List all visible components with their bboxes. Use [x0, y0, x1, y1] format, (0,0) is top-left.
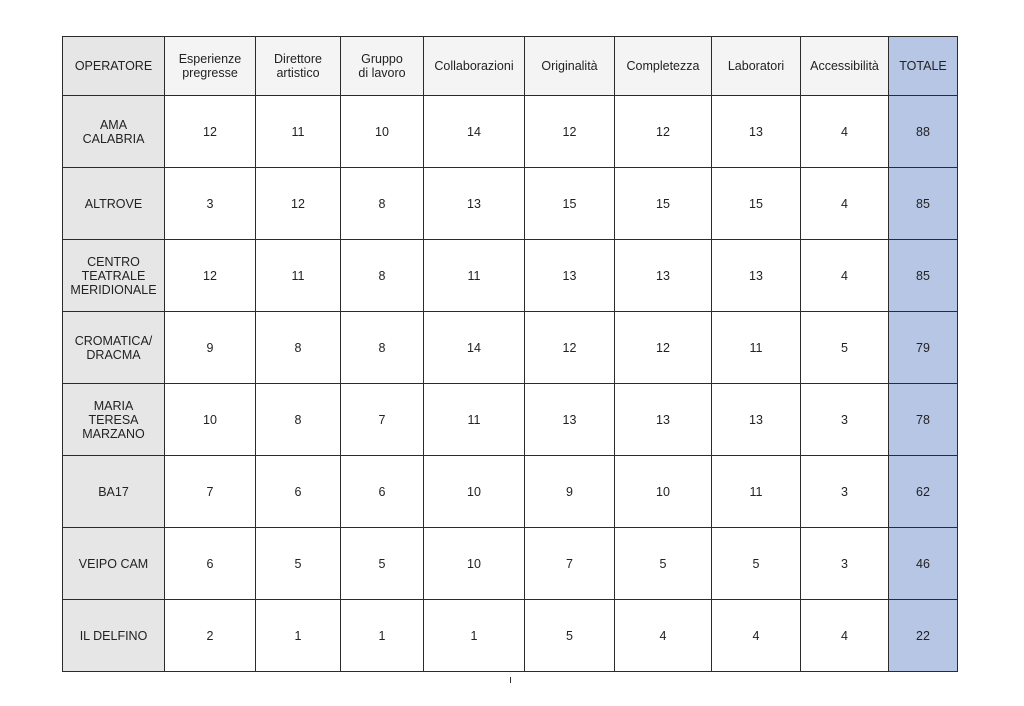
score-cell: 9: [525, 456, 615, 528]
table-row: [63, 456, 958, 528]
table-row: [63, 240, 958, 312]
operator-name: CENTRO TEATRALE MERIDIONALE: [63, 240, 165, 312]
score-cell: 7: [341, 384, 424, 456]
score-cell: 13: [712, 96, 801, 168]
score-cell: 13: [525, 384, 615, 456]
score-cell: 8: [256, 384, 341, 456]
operator-name: AMA CALABRIA: [63, 96, 165, 168]
operator-name: IL DELFINO: [63, 600, 165, 672]
total-cell: 22: [889, 600, 958, 672]
header-totale: TOTALE: [889, 37, 958, 96]
header-completezza: Completezza: [615, 37, 712, 96]
header-laboratori: Laboratori: [712, 37, 801, 96]
header-esperienze-pregresse: Esperienze pregresse: [165, 37, 256, 96]
header-row: [63, 37, 958, 96]
header-originalita: Originalità: [525, 37, 615, 96]
score-cell: 1: [341, 600, 424, 672]
score-cell: 6: [341, 456, 424, 528]
text-cursor-mark: [510, 677, 511, 683]
score-cell: 12: [615, 96, 712, 168]
score-cell: 5: [801, 312, 889, 384]
table-row: [63, 312, 958, 384]
score-cell: 12: [165, 240, 256, 312]
table-row: [63, 528, 958, 600]
total-cell: 88: [889, 96, 958, 168]
total-cell: 62: [889, 456, 958, 528]
score-cell: 14: [424, 96, 525, 168]
header-direttore-artistico: Direttore artistico: [256, 37, 341, 96]
score-cell: 4: [712, 600, 801, 672]
score-cell: 10: [615, 456, 712, 528]
total-cell: 85: [889, 168, 958, 240]
score-cell: 3: [801, 384, 889, 456]
score-cell: 6: [256, 456, 341, 528]
score-cell: 11: [712, 312, 801, 384]
score-cell: 12: [525, 312, 615, 384]
header-operatore: OPERATORE: [63, 37, 165, 96]
score-cell: 9: [165, 312, 256, 384]
score-cell: 12: [615, 312, 712, 384]
header-collaborazioni: Collaborazioni: [424, 37, 525, 96]
score-cell: 11: [424, 240, 525, 312]
score-cell: 7: [525, 528, 615, 600]
scores-table: [62, 36, 958, 672]
score-cell: 5: [712, 528, 801, 600]
score-cell: 4: [801, 168, 889, 240]
operator-name: VEIPO CAM: [63, 528, 165, 600]
score-cell: 10: [341, 96, 424, 168]
score-cell: 7: [165, 456, 256, 528]
table-row: [63, 600, 958, 672]
score-cell: 5: [341, 528, 424, 600]
score-cell: 3: [165, 168, 256, 240]
score-cell: 8: [341, 312, 424, 384]
table-row: [63, 96, 958, 168]
table-row: [63, 384, 958, 456]
score-cell: 15: [525, 168, 615, 240]
score-cell: 5: [256, 528, 341, 600]
score-cell: 8: [341, 168, 424, 240]
score-cell: 8: [256, 312, 341, 384]
score-cell: 13: [424, 168, 525, 240]
score-cell: 10: [165, 384, 256, 456]
operator-name: MARIA TERESA MARZANO: [63, 384, 165, 456]
score-cell: 13: [525, 240, 615, 312]
total-cell: 78: [889, 384, 958, 456]
score-cell: 15: [615, 168, 712, 240]
score-cell: 3: [801, 456, 889, 528]
score-cell: 3: [801, 528, 889, 600]
total-cell: 46: [889, 528, 958, 600]
score-cell: 13: [615, 240, 712, 312]
score-cell: 11: [256, 240, 341, 312]
total-cell: 85: [889, 240, 958, 312]
score-cell: 4: [615, 600, 712, 672]
total-cell: 79: [889, 312, 958, 384]
score-cell: 15: [712, 168, 801, 240]
score-cell: 10: [424, 528, 525, 600]
score-cell: 5: [615, 528, 712, 600]
operator-name: CROMATICA/ DRACMA: [63, 312, 165, 384]
score-cell: 14: [424, 312, 525, 384]
score-cell: 2: [165, 600, 256, 672]
operator-name: BA17: [63, 456, 165, 528]
score-cell: 4: [801, 240, 889, 312]
score-cell: 13: [712, 240, 801, 312]
score-cell: 12: [256, 168, 341, 240]
score-cell: 11: [712, 456, 801, 528]
score-cell: 1: [424, 600, 525, 672]
score-cell: 4: [801, 96, 889, 168]
score-cell: 4: [801, 600, 889, 672]
score-cell: 8: [341, 240, 424, 312]
score-cell: 1: [256, 600, 341, 672]
score-cell: 6: [165, 528, 256, 600]
score-cell: 11: [256, 96, 341, 168]
score-cell: 12: [525, 96, 615, 168]
operator-name: ALTROVE: [63, 168, 165, 240]
score-cell: 10: [424, 456, 525, 528]
score-cell: 11: [424, 384, 525, 456]
score-cell: 13: [615, 384, 712, 456]
header-gruppo-di-lavoro: Gruppo di lavoro: [341, 37, 424, 96]
score-cell: 5: [525, 600, 615, 672]
header-accessibilita: Accessibilità: [801, 37, 889, 96]
score-cell: 13: [712, 384, 801, 456]
score-cell: 12: [165, 96, 256, 168]
table-row: [63, 168, 958, 240]
